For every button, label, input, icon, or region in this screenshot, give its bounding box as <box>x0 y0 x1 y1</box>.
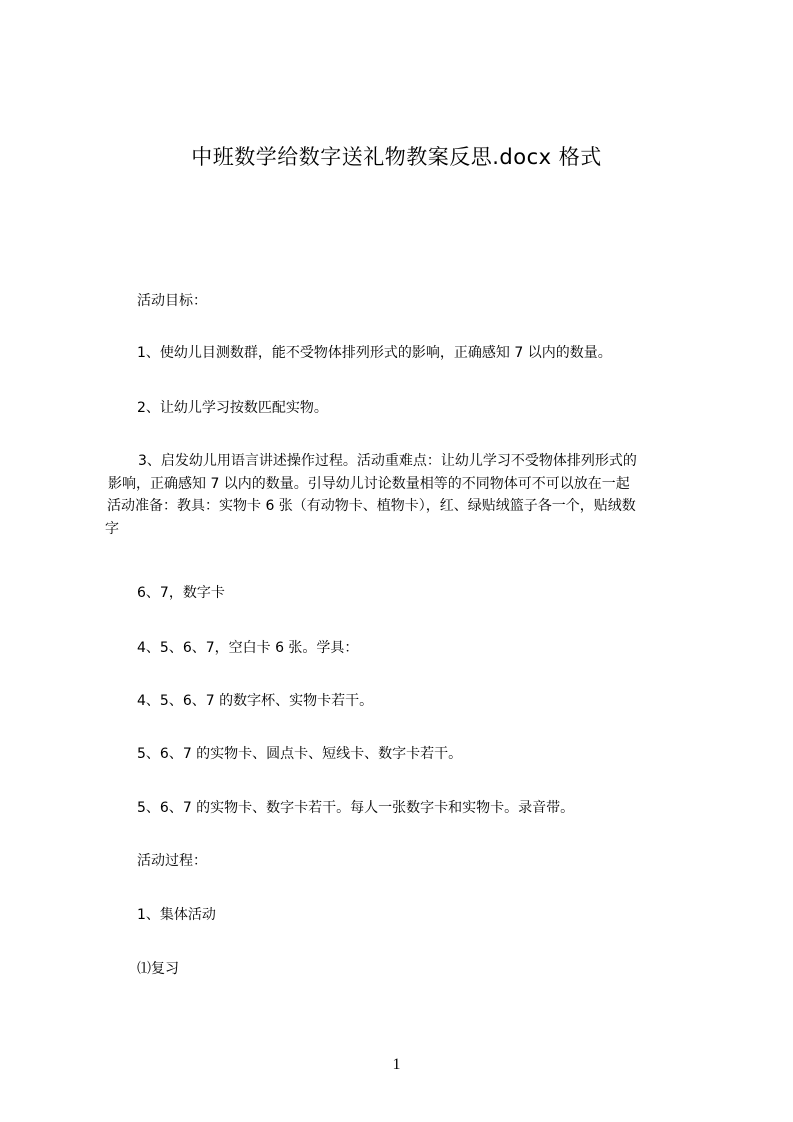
paragraph-number-cards: 6、7，数字卡 <box>137 585 225 601</box>
page-number: 1 <box>392 1056 401 1073</box>
paragraph-group-activity: 1、集体活动 <box>137 907 216 923</box>
paragraph-goal-1: 1、使幼儿目测数群，能不受物体排列形式的影响，正确感知 7 以内的数量。 <box>137 345 612 361</box>
document-title: 中班数学给数字送礼物教案反思.docx 格式 <box>191 145 602 169</box>
block-line: 3、启发幼儿用语言讲述操作过程。活动重难点：让幼儿学习不受物体排列形式的 <box>138 453 637 469</box>
paragraph-number-cups: 4、5、6、7 的数字杯、实物卡若干。 <box>137 693 374 709</box>
paragraph-activity-goals: 活动目标： <box>137 293 207 309</box>
paragraph-dot-cards: 5、6、7 的实物卡、圆点卡、短线卡、数字卡若干。 <box>137 746 463 762</box>
paragraph-goal-2: 2、让幼儿学习按数匹配实物。 <box>137 400 328 416</box>
block-line: 影响，正确感知 7 以内的数量。引导幼儿讨论数量相等的不同物体可不可以放在一起 <box>108 475 630 492</box>
paragraph-blank-cards: 4、5、6、7，空白卡 6 张。学具： <box>137 640 359 656</box>
paragraph-recording: 5、6、7 的实物卡、数字卡若干。每人一张数字卡和实物卡。录音带。 <box>137 800 575 816</box>
block-line: 活动准备：教具：实物卡 6 张（有动物卡、植物卡），红、绿贴绒篮子各一个，贴绒数 <box>107 498 636 514</box>
paragraph-activity-process: 活动过程： <box>137 853 207 869</box>
block-line: 字 <box>105 520 119 537</box>
paragraph-review: ⑴复习 <box>137 961 179 977</box>
paragraph-goal-3-block <box>105 450 705 540</box>
